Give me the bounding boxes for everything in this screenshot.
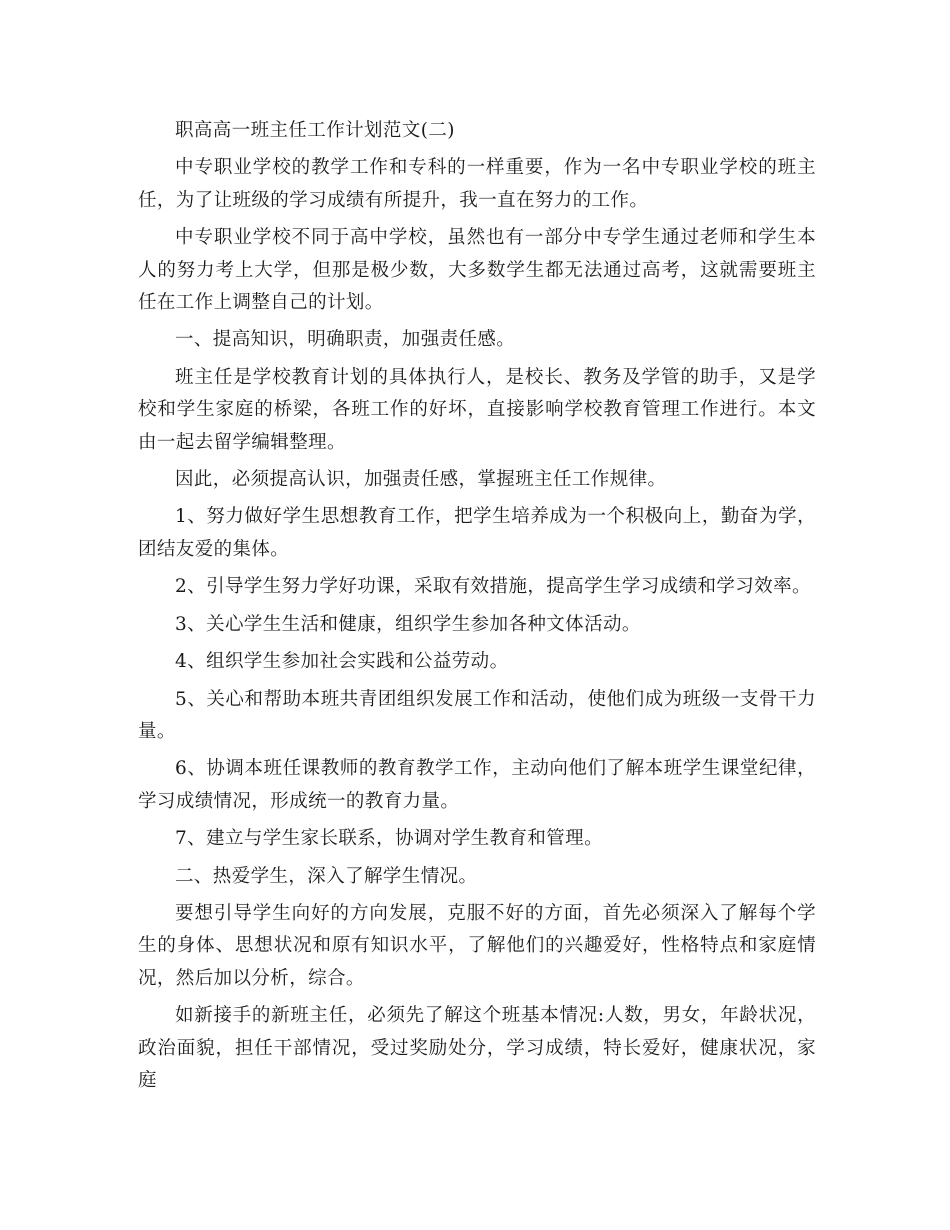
list-item-7: 7、建立与学生家长联系，协调对学生教育和管理。 <box>175 828 603 850</box>
section-heading-1: 一、提高知识，明确职责，加强责任感。 <box>175 329 516 351</box>
list-item-2: 2、引导学生努力学好功课，采取有效措施，提高学生学习成绩和学习效率。 <box>175 576 811 598</box>
paragraph-intro: 中专职业学校的教学工作和专科的一样重要，作为一名中专职业学校的班主任，为了让班级的学习成绩有所提升，我一直在努力的工作。 <box>138 157 816 211</box>
list-item-3: 3、关心学生生活和健康，组织学生参加各种文体活动。 <box>175 613 641 635</box>
document-title: 职高高一班主任工作计划范文(二) <box>175 120 455 141</box>
list-item-1: 1、努力做好学生思想教育工作，把学生培养成为一个积极向上，勤奋为学，团结友爱的集体。 <box>138 506 816 560</box>
document-body <box>138 115 816 1102</box>
paragraph-background: 中专职业学校不同于高中学校，虽然也有一部分中专学生通过老师和学生本人的努力考上大学，但那是极少数，大多数学生都无法通过高考，这就需要班主任在工作上调整自己的计划。 <box>138 227 816 314</box>
paragraph-role: 班主任是学校教育计划的具体执行人，是校长、教务及学管的助手，又是学校和学生家庭的桥梁，各班工作的好坏，直接影响学校教育管理工作进行。本文由一起去留学编辑整理。 <box>138 366 816 453</box>
list-item-4: 4、组织学生参加社会实践和公益劳动。 <box>175 651 509 673</box>
section-heading-2: 二、热爱学生，深入了解学生情况。 <box>175 865 478 887</box>
list-item-5: 5、关心和帮助本班共青团组织发展工作和活动，使他们成为班级一支骨干力量。 <box>138 688 816 742</box>
paragraph-new-teacher: 如新接手的新班主任，必须先了解这个班基本情况:人数，男女，年龄状况，政治面貌，担任干部情况，受过奖励处分，学习成绩，特长爱好，健康状况，家庭 <box>138 1005 816 1091</box>
paragraph-therefore: 因此，必须提高认识，加强责任感，掌握班主任工作规律。 <box>175 469 667 491</box>
list-item-6: 6、协调本班任课教师的教育教学工作，主动向他们了解本班学生课堂纪律，学习成绩情况，形成统一的教育力量。 <box>138 758 816 812</box>
paragraph-guidance: 要想引导学生向好的方向发展，克服不好的方面，首先必须深入了解每个学生的身体、思想状况和原有知识水平，了解他们的兴趣爱好，性格特点和家庭情况，然后加以分析，综合。 <box>138 902 816 989</box>
